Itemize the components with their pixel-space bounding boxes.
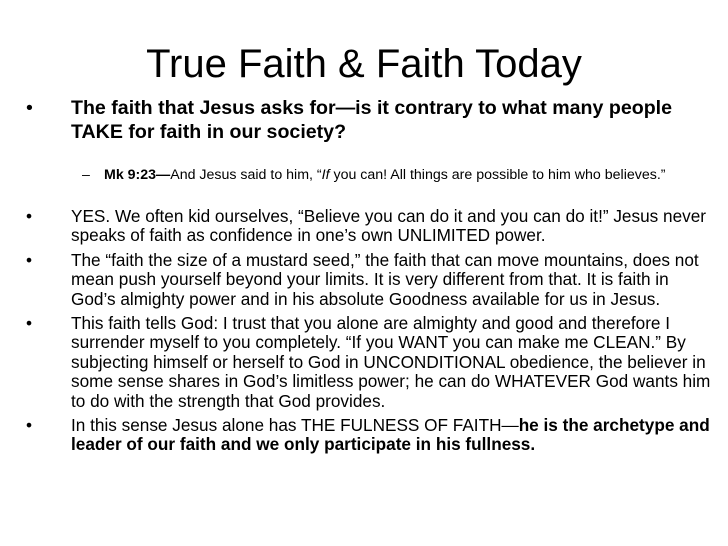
quote-text: And Jesus said to him, “: [170, 167, 322, 184]
bullet-text: YES. We often kid ourselves, “Believe you can do it and you can do it!” Jesus never speaks of faith as confidence in one’s own UNLIMITED power.: [71, 205, 707, 246]
quote-text-end: you can! All things are possible to him who believes.”: [329, 167, 666, 184]
bullet-item: [22, 97, 712, 144]
bullet-text-bold: he is the archetype and leader of our faith and we only participate in his fullness.: [71, 415, 710, 455]
dash-icon: –: [82, 167, 90, 184]
sub-bullet-item: [22, 167, 712, 185]
bullet-text: The faith that Jesus asks for—is it contrary to what many people TAKE for faith in our society?: [71, 97, 673, 143]
bullet-item: [22, 416, 712, 455]
slide-title: True Faith & Faith Today: [146, 42, 582, 86]
bullet-icon: •: [26, 415, 33, 436]
bullet-item: [22, 314, 712, 411]
bullet-item: [22, 207, 712, 246]
quote-italic: If: [321, 167, 330, 184]
bullet-icon: •: [26, 313, 33, 334]
bullet-icon: •: [26, 97, 33, 119]
scripture-reference: Mk 9:23—: [104, 167, 171, 184]
bullet-icon: •: [26, 205, 33, 226]
bullet-item: [22, 251, 712, 309]
bullet-icon: •: [26, 249, 33, 270]
bullet-text: In this sense Jesus alone has THE FULNESS OF FAITH—: [71, 415, 519, 436]
slide-content: [22, 97, 712, 455]
bullet-text: The “faith the size of a mustard seed,” the faith that can move mountains, does not mean push yourself beyond your limits. It is very different from that. It is faith in God’s almighty power and in his absolute Goodness available for us in Jesus.: [71, 249, 699, 309]
bullet-text: This faith tells God: I trust that you alone are almighty and good and therefore I surrender myself to you completely. “If you WANT you can make me CLEAN.” By subjecting himself or herself to God in UNCONDITIONAL obedience, the believer in some sense shares in God’s limitless power; he can do WHATEVER God wants him to do with the strength that God provides.: [71, 313, 711, 411]
